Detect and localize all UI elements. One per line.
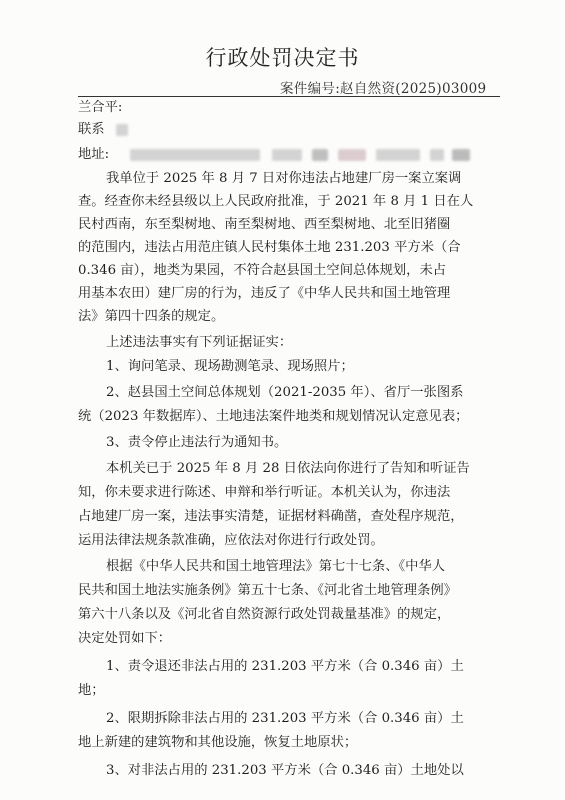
body-line: 决定处罚如下： — [78, 631, 172, 646]
body-line: 地； — [78, 683, 105, 698]
contact-line — [0, 118, 565, 141]
body-line: 民共和国土地法实施条例》第五十七条、《河北省土地管理条例》 — [78, 583, 457, 598]
body-line: 本机关已于 2025 年 8 月 28 日依法向你进行了告知和听证告 — [106, 461, 470, 476]
document-title: 行政处罚决定书 — [205, 46, 360, 70]
body-line: 1、询问笔录、现场勘测笔录、现场照片； — [106, 359, 354, 374]
case-number: 案件编号:赵自然资(2025)03009 — [280, 81, 487, 97]
body-line: 的范围内，违法占用范庄镇人民村集体土地 231.203 平方米（合 — [78, 240, 461, 255]
body-line: 统（2023 年数据库）、土地违法案件地类和规划情况认定意见表； — [78, 409, 469, 424]
redacted-address — [430, 149, 444, 161]
body-line: 1、责令退还非法占用的 231.203 平方米（合 0.346 亩）土 — [106, 659, 464, 674]
body-line: 3、责令停止违法行为通知书。 — [106, 435, 288, 450]
body-line: 3、对非法占用的 231.203 平方米（合 0.346 亩）土地处以 — [106, 763, 464, 778]
body-line: 占地建厂房一案，违法事实清楚，证据材料确凿，查处程序规范， — [78, 509, 464, 524]
body-line: 查。经查你未经县级以上人民政府批准，于 2021 年 8 月 1 日在人 — [78, 194, 474, 209]
body-line: 第六十八条以及《河北省自然资源行政处罚裁量基准》的规定， — [78, 607, 451, 622]
redacted-address — [338, 149, 366, 161]
body-line: 根据《中华人民共和国土地管理法》第七十七条、《中华人 — [106, 559, 446, 574]
contact-label: 联系 — [78, 122, 105, 137]
body-line: 我单位于 2025 年 8 月 7 日对你违法占地建厂房一案立案调 — [106, 171, 462, 186]
body-line: 民村西南，东至梨树地、南至梨树地、西至梨树地、北至旧猪圈 — [78, 217, 451, 232]
redacted-contact — [116, 124, 128, 136]
body-line: 2、限期拆除非法占用的 231.203 平方米（合 0.346 亩）土 — [106, 711, 464, 726]
redacted-address — [312, 149, 328, 161]
body-line: 2、赵县国土空间总体规划（2021-2035 年）、省厅一张图系 — [106, 385, 464, 400]
recipient-name: 兰合平: — [78, 100, 123, 115]
body-line: 上述违法事实有下列证据证实： — [106, 335, 293, 350]
redacted-address — [376, 149, 420, 161]
body-line: 运用法律法规条款准确，应依法对你进行行政处罚。 — [78, 533, 384, 548]
body-line: 地上新建的建筑物和其他设施，恢复土地原状； — [78, 735, 358, 750]
body-line: 0.346 亩），地类为果园，不符合赵县国土空间总体规划，未占 — [78, 263, 447, 278]
body-line: 知，你未要求进行陈述、申辩和举行听证。本机关认为，你违法 — [78, 485, 451, 500]
body-line: 法》第四十四条的规定。 — [78, 309, 225, 324]
recipient-line — [0, 96, 565, 119]
redacted-address — [272, 149, 302, 161]
body-line: 用基本农田）建厂房的行为，违反了《中华人民共和国土地管理 — [78, 286, 451, 301]
redacted-address — [130, 149, 260, 161]
redacted-address — [452, 149, 470, 161]
address-label: 地址: — [78, 147, 110, 162]
